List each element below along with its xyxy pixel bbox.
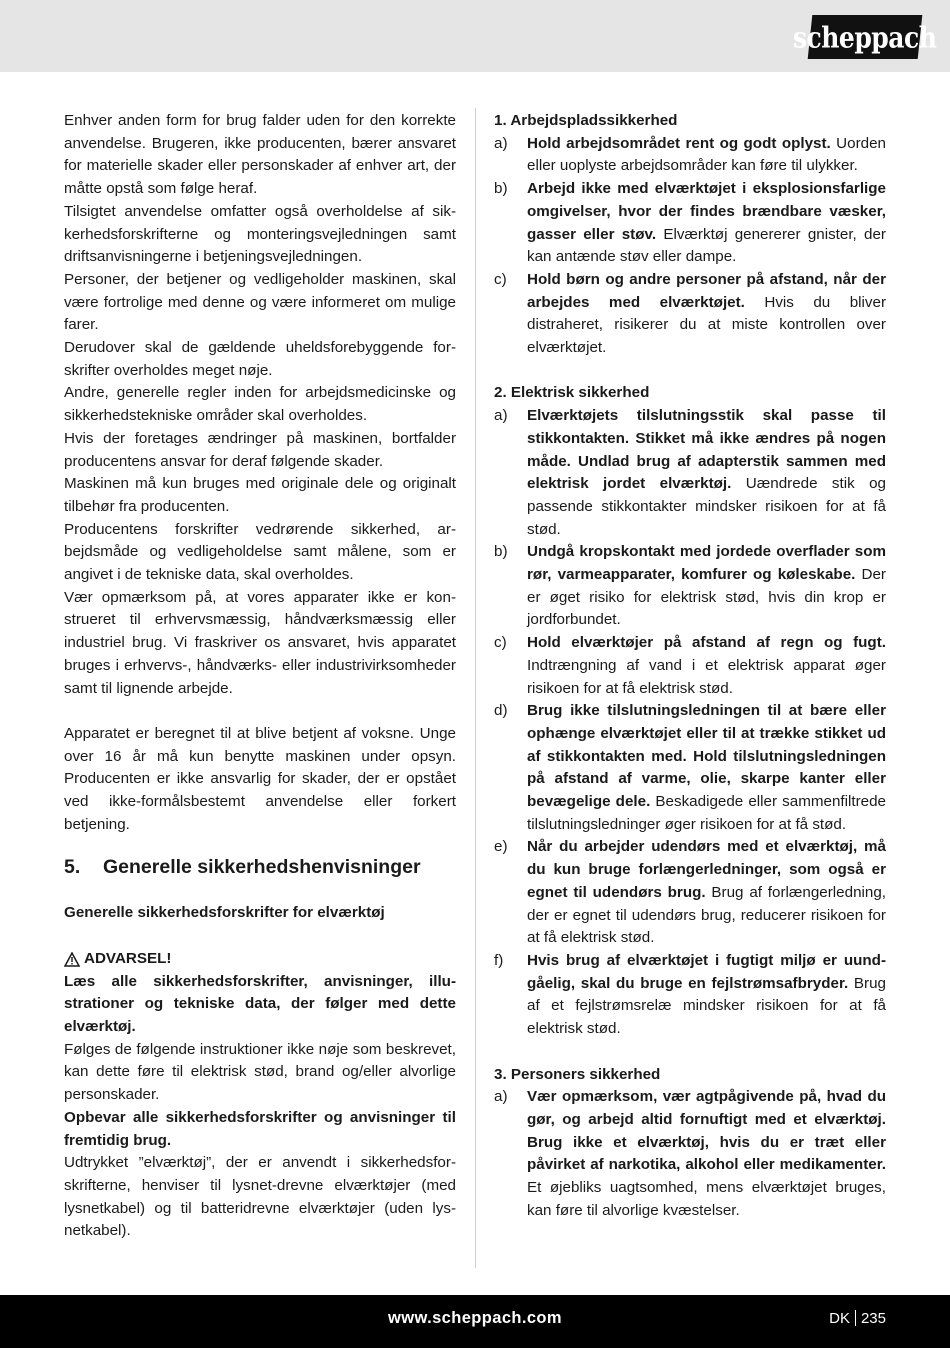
- warning-heading: [64, 948, 456, 971]
- item-bold: Undgå kropskontakt med jordede overflader som rør, varmeapparater, komfurer og køleskabe.: [527, 543, 886, 584]
- paragraph: Personer, der betjener og vedligeholder maskinen, skal være fortrolige med denne og være informeret om mulige farer.: [64, 270, 456, 334]
- list-item: [494, 541, 886, 632]
- list-item: [494, 133, 886, 178]
- section-title: 3. Personers sikkerhed: [494, 1065, 661, 1083]
- item-bold: Hold børn og andre personer på afstand, når der arbejdes med elværktøjet.: [527, 270, 886, 311]
- item-label: a): [494, 1088, 508, 1106]
- item-bold: Elværktøjets tilslutningsstik skal passe til stikkontakten. Stikket må ikke ændres på nogen måde. Undlad brug af adapterstik sammen med elektrisk jordet elværktøj.: [527, 407, 886, 493]
- item-bold: Arbejd ikke med elværktøjet i eksplosionsfarlige omgivelser, hvor der findes brændbare væsker, gasser eller støv.: [527, 180, 886, 243]
- page-number: 235: [860, 1310, 886, 1327]
- section-number: 5.: [64, 856, 81, 879]
- paragraph: Derudover skal de gældende uheldsforebyggende forskrifter overholdes meget nøje.: [64, 339, 456, 379]
- list-item: [494, 700, 886, 836]
- item-label: f): [494, 952, 504, 969]
- item-text: Et øjebliks uagtsomhed, mens elværktøjet bruges, kan føre til alvorlige kvæstelser.: [527, 1179, 886, 1219]
- list-item: [494, 1086, 886, 1222]
- item-bold: Hold elværktøjer på afstand af regn og fugt.: [527, 634, 886, 652]
- page-indicator: [829, 1310, 886, 1327]
- item-label: d): [494, 702, 508, 720]
- paragraph: Andre, generelle regler inden for arbejdsmedicinske og sikkerhedstekniske områder skal overholdes.: [64, 384, 456, 425]
- item-label: a): [494, 407, 508, 425]
- footer: [0, 1295, 950, 1348]
- item-text: Hvis du bliver distraheret, risikerer du at miste kontrollen over elværktøjet.: [527, 293, 887, 357]
- item-label: c): [494, 634, 507, 652]
- list-item: [494, 178, 886, 269]
- warning-label: ADVARSEL!: [84, 949, 172, 967]
- item-text: Elværktøj genererer gnister, der kan antænde støv eller dampe.: [527, 225, 886, 266]
- paragraph: Tilsigtet anvendelse omfatter også overholdelse af sikkerhedsforskrifterne og monteringsvejledningen samt driftsanvisningerne i betjeningsvejledningen.: [64, 202, 456, 266]
- section-heading: [64, 854, 456, 880]
- warning-text: Følges de følgende instruktioner ikke nøje som beskrevet, kan dette føre til elektrisk stød, brand og/eller alvorlige personskader.: [64, 1040, 456, 1104]
- keep-instructions: Opbevar alle sikkerhedsforskrifter og anvisninger til fremtidig brug.: [64, 1108, 456, 1149]
- section-title: Generelle sikkerhedshenvisninger: [103, 856, 421, 879]
- scheppach-logo: scheppach: [808, 15, 923, 59]
- language-code: DK: [829, 1310, 850, 1327]
- right-column: [494, 110, 886, 1222]
- paragraph: Vær opmærksom på, at vores apparater ikke er konstrueret til erhvervsmæssig, håndværksmæssig eller industriel brug. Vi fraskriver os ansvaret, hvis apparatet bruges i erhvervs-, håndværks- eller industrivirksomheder samt til lignende arbejde.: [64, 588, 456, 697]
- item-label: c): [494, 270, 507, 288]
- paragraph: Enhver anden form for brug falder uden for den korrekte anvendelse. Brugeren, ikke producenten, bærer ansvaret for materielle skader eller personskader af enhver art, der måtte opstå som følge heraf.: [64, 112, 456, 198]
- item-text: Beskadigede eller sammenfiltrede tilslutningsledninger øger risikoen for at få stød.: [527, 793, 887, 833]
- item-bold: Brug ikke tilslutningsledningen til at bære eller ophænge elværktøjet eller til at trække stikket ud af stikkontakten med. Hold tilslutningsledningen på afstand af varme, olie, skarpe kanter eller bevægelige dele.: [527, 702, 886, 811]
- left-column: [64, 110, 456, 1243]
- item-text: Uorden eller uoplyste arbejdsområder kan føre til ulykker.: [527, 134, 886, 175]
- warning-triangle-icon: [64, 952, 80, 967]
- paragraph: Producentens forskrifter vedrørende sikkerhed, arbejdsmåde og vedligeholdelse samt målene, som er angivet i de tekniske data, skal overholdes.: [64, 520, 456, 584]
- item-label: b): [494, 543, 508, 561]
- item-text: Der er øget risiko for elektrisk stød, hvis din krop er jordforbundet.: [527, 566, 886, 629]
- item-text: Indtrængning af vand i et elektrisk apparat øger risikoen for at få elektrisk stød.: [527, 656, 886, 697]
- item-bold: Når du arbejder udendørs med et elværktøj, må du kun bruge forlængerledninger, som også er egnet til udendørs brug.: [527, 838, 886, 901]
- paragraph-adult-use: Apparatet er beregnet til at blive betjent af voksne. Unge over 16 år må kun benytte maskinen under opsyn. Producenten er ikke ansvarlig for skader, der er opstået ved ikke-formålsbestemt anvendelse eller forkert betjening.: [64, 724, 456, 833]
- warning-bold: Læs alle sikkerhedsforskrifter, anvisninger, illustrationer og tekniske data, der følger med dette elværktøj.: [64, 972, 456, 1035]
- subsection-title: Generelle sikkerhedsforskrifter for elværktøj: [64, 904, 385, 922]
- column-divider: [475, 108, 476, 1268]
- term-definition: Udtrykket ”elværktøj”, der er anvendt i sikkerhedsforskrifterne, henviser til lysnet-drevne elværktøjer (med lysnetkabel) og til batteridrevne elværktøjer (uden lysnetkabel).: [64, 1154, 456, 1240]
- footer-website-link[interactable]: www.scheppach.com: [388, 1309, 562, 1327]
- item-text: Brug af forlængerledning, der er egnet til udendørs brug, reducerer risikoen for at få elektrisk stød.: [527, 883, 887, 947]
- list-item: [494, 950, 886, 1041]
- list-item: [494, 632, 886, 700]
- item-text: Uændrede stik og passende stikkontakter mindsker risikoen for at få stød.: [527, 475, 886, 538]
- list-item: [494, 269, 886, 360]
- item-label: b): [494, 180, 508, 198]
- item-bold: Vær opmærksom, vær agtpågivende på, hvad du gør, og arbejd altid fornuftigt med et elværktøj. Brug ikke et elværktøj, hvis du er træt eller påvirket af narkotika, alkohol eller medikamenter.: [527, 1088, 886, 1174]
- item-bold: Hvis brug af elværktøjet i fugtigt miljø er uundgåelig, skal du bruge en fejlstrømsafbryder.: [527, 952, 886, 992]
- section-title: 1. Arbejdspladssikkerhed: [494, 112, 678, 129]
- list-item: [494, 405, 886, 541]
- section-title: 2. Elektrisk sikkerhed: [494, 384, 650, 402]
- item-label: a): [494, 134, 508, 152]
- item-label: e): [494, 838, 508, 856]
- paragraph: Hvis der foretages ændringer på maskinen, bortfalder producentens ansvar for deraf følgende skader.: [64, 429, 456, 470]
- item-bold: Hold arbejdsområdet rent og godt oplyst.: [527, 134, 831, 152]
- list-item: [494, 836, 886, 950]
- paragraph: Maskinen må kun bruges med originale dele og originalt tilbehør fra producenten.: [64, 475, 456, 515]
- item-text: Brug af et fejlstrømsrelæ mindsker risikoen for at få elektrisk stød.: [527, 974, 886, 1038]
